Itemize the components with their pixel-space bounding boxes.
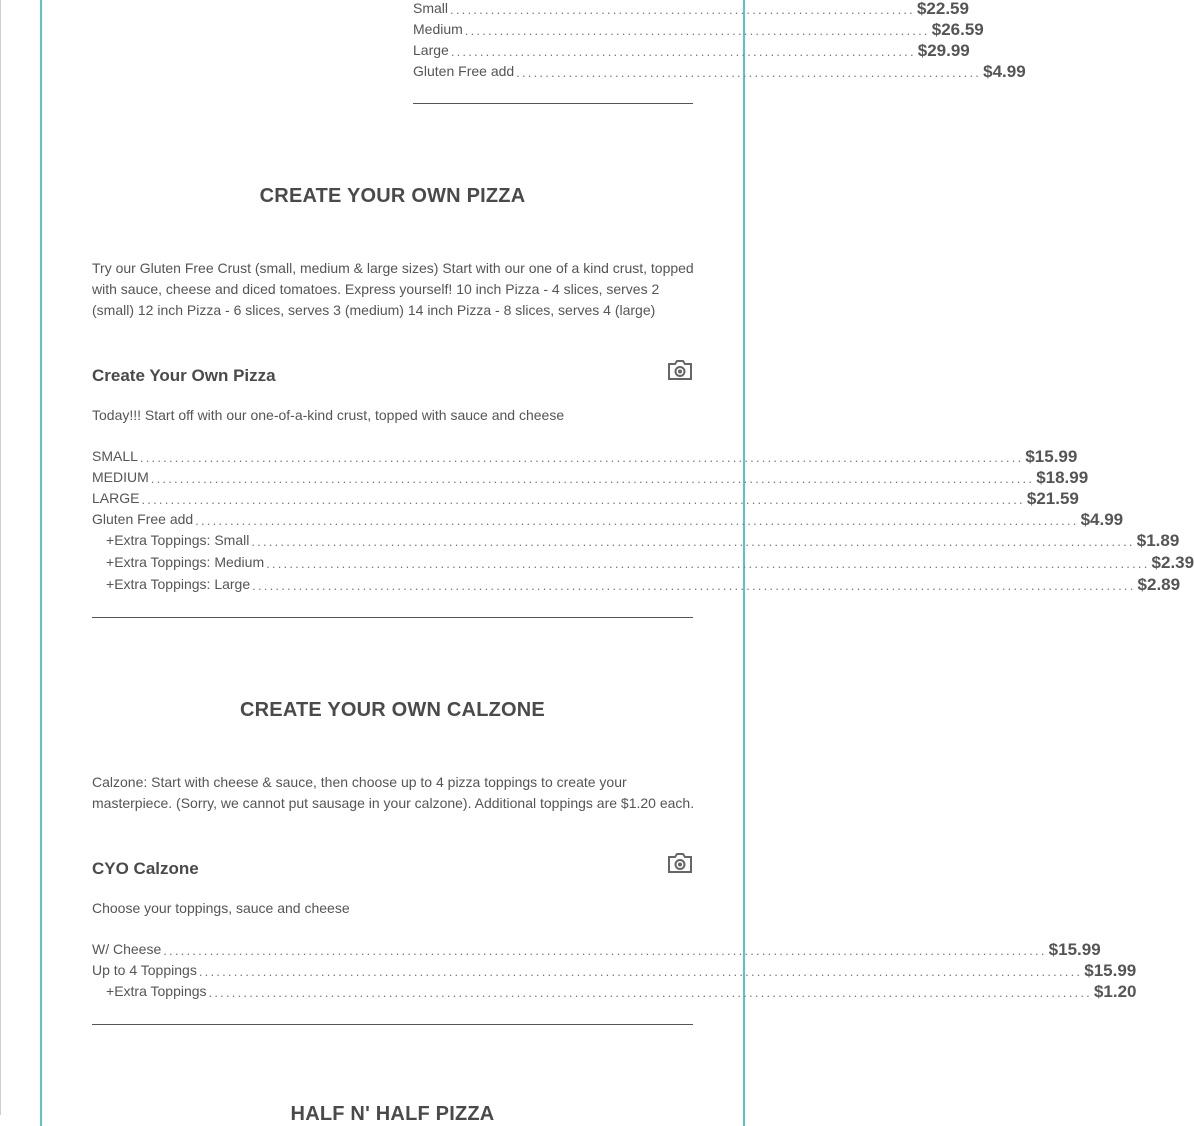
- price-row-large: [92, 488, 1079, 509]
- leader-dots: ........................................................................................................................................................: [163, 943, 1047, 958]
- plus-symbol: +: [106, 576, 115, 592]
- price-label: Gluten Free add: [92, 511, 194, 527]
- price-row-gluten-free: [92, 509, 1124, 530]
- section-description: Try our Gluten Free Crust (small, medium & large sizes) Start with our one of a kind crust, topped with sauce, cheese and diced tomatoes. Express yourself! 10 inch Pizza - 4 slices, serves 2 (small) 12 inch Pizza - 6 slices, serves 3 (medium) 14 inch Pizza - 8 slices, serves 4 (large): [92, 260, 694, 318]
- leader-dots: ........................................................................................................................................................: [266, 556, 1150, 571]
- price-value: $29.99: [917, 41, 970, 60]
- leader-dots: ................................................................................: [450, 44, 916, 59]
- divider: [92, 617, 693, 618]
- section-title: CREATE YOUR OWN CALZONE: [240, 699, 545, 721]
- price-row-medium: [413, 19, 984, 40]
- price-value: $2.89: [1137, 575, 1181, 594]
- extra-row: [92, 552, 1194, 573]
- leader-dots: ................................................................................: [464, 23, 930, 38]
- price-label: W/ Cheese: [92, 941, 162, 957]
- price-value: $21.59: [1026, 489, 1079, 508]
- extra-row: [92, 574, 1181, 595]
- price-label: SMALL: [92, 448, 138, 464]
- price-value: $15.99: [1084, 961, 1137, 980]
- price-label: Large: [413, 42, 449, 58]
- leader-dots: ........................................................................................................................................................: [252, 578, 1136, 593]
- price-value: $22.59: [916, 0, 969, 18]
- price-row-small: [92, 446, 1078, 467]
- price-row-with-cheese: [92, 939, 1101, 960]
- price-value: $15.99: [1048, 940, 1101, 959]
- leader-dots: ........................................................................................................................................................: [251, 534, 1135, 549]
- camera-icon[interactable]: [667, 852, 693, 874]
- price-value: $1.20: [1093, 982, 1137, 1001]
- divider: [92, 1024, 693, 1025]
- leader-dots: ........................................................................................................................................................: [139, 450, 1024, 465]
- price-value: $18.99: [1036, 468, 1089, 487]
- price-row-medium: [92, 467, 1089, 488]
- price-label: Gluten Free add: [413, 63, 515, 79]
- page-edge: [0, 0, 1, 1115]
- price-label: Small: [413, 0, 449, 16]
- item-description: Choose your toppings, sauce and cheese: [92, 900, 350, 916]
- plus-symbol: +: [106, 983, 115, 999]
- price-row-gluten-free: [413, 61, 1026, 82]
- extra-row: [92, 981, 1137, 1002]
- price-value: $26.59: [931, 20, 984, 39]
- price-label: MEDIUM: [92, 469, 149, 485]
- extra-label: Extra Toppings: Small: [114, 532, 250, 548]
- camera-icon[interactable]: [667, 359, 693, 381]
- leader-dots: ................................................................................: [450, 2, 915, 17]
- price-value: $2.39: [1151, 553, 1194, 572]
- leader-dots: ........................................................................................................................................................: [195, 513, 1079, 528]
- section-description: Calzone: Start with cheese & sauce, then choose up to 4 pizza toppings to create your masterpiece. (Sorry, we cannot put sausage in your calzone). Additional toppings are $1.20 each.: [92, 774, 695, 811]
- price-row-small: [413, 0, 969, 19]
- price-label: Medium: [413, 21, 463, 37]
- item-title: CYO Calzone: [92, 859, 199, 878]
- price-row-up-to-4-toppings: [92, 960, 1137, 981]
- divider: [413, 103, 693, 104]
- item-title: Create Your Own Pizza: [92, 366, 276, 385]
- section-title: HALF N' HALF PIZZA: [290, 1103, 495, 1125]
- price-label: LARGE: [92, 490, 140, 506]
- leader-dots: ................................................................................: [516, 65, 982, 80]
- extra-row: [92, 530, 1180, 551]
- extra-label: Extra Toppings: [114, 983, 207, 999]
- price-row-large: [413, 40, 970, 61]
- price-value: $4.99: [1080, 510, 1124, 529]
- leader-dots: ........................................................................................................................................................: [150, 471, 1035, 486]
- price-value: $15.99: [1025, 447, 1078, 466]
- extra-label: Extra Toppings: Medium: [114, 554, 265, 570]
- leader-dots: ........................................................................................................................................................: [141, 492, 1025, 507]
- plus-symbol: +: [106, 554, 115, 570]
- price-label: Up to 4 Toppings: [92, 962, 197, 978]
- extra-label: Extra Toppings: Large: [114, 576, 251, 592]
- leader-dots: ........................................................................................................................................................: [208, 985, 1092, 1000]
- section-title: CREATE YOUR OWN PIZZA: [259, 185, 526, 207]
- plus-symbol: +: [106, 532, 115, 548]
- item-description: Today!!! Start off with our one-of-a-kind crust, topped with sauce and cheese: [92, 407, 565, 423]
- price-value: $1.89: [1136, 531, 1180, 550]
- leader-dots: ........................................................................................................................................................: [198, 964, 1083, 979]
- price-value: $4.99: [983, 62, 1026, 81]
